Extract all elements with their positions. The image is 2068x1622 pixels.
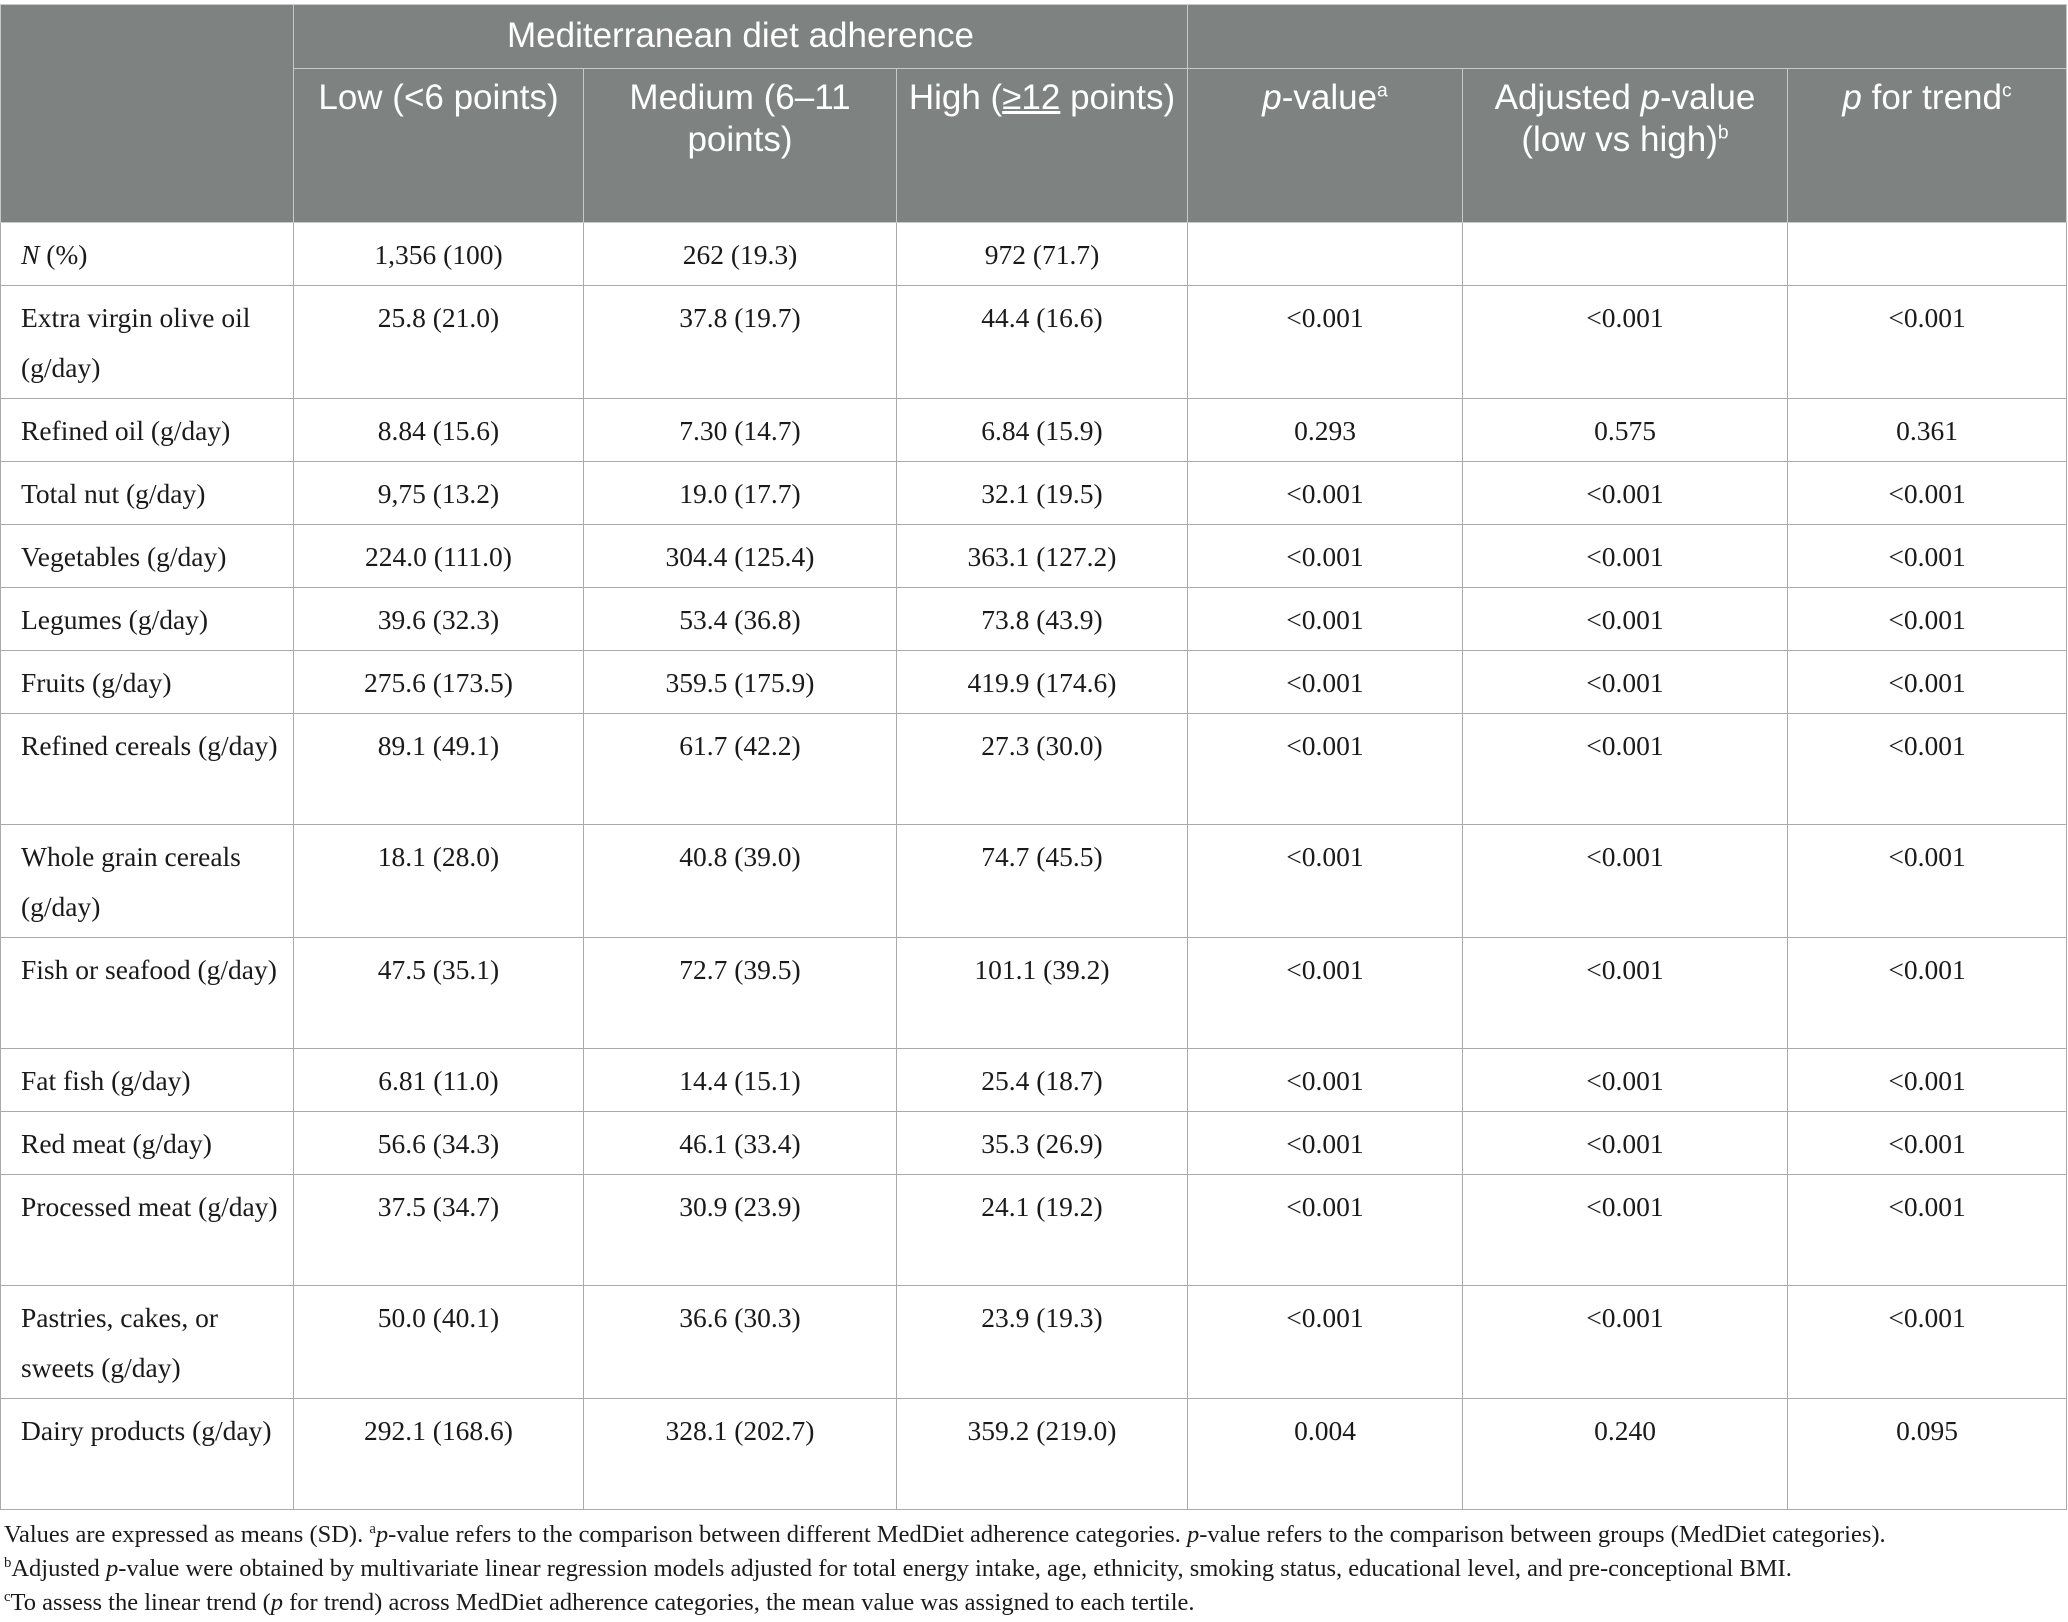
cell-medium: 53.4 (36.8) (584, 588, 897, 651)
row-label: Legumes (g/day) (1, 588, 294, 651)
cell-p-value (1188, 223, 1463, 286)
cell-p-value: <0.001 (1188, 1112, 1463, 1175)
cell-p-value: <0.001 (1188, 286, 1463, 399)
row-label: Total nut (g/day) (1, 462, 294, 525)
cell-low: 37.5 (34.7) (294, 1175, 584, 1286)
cell-p-for-trend: 0.095 (1788, 1399, 2067, 1510)
cell-medium: 359.5 (175.9) (584, 651, 897, 714)
cell-low: 275.6 (173.5) (294, 651, 584, 714)
header-p-for-trend: p for trend$^c$ (1788, 69, 2067, 223)
row-label: Fat fish (g/day) (1, 1049, 294, 1112)
cell-medium: 19.0 (17.7) (584, 462, 897, 525)
row-label: Refined cereals (g/day) (1, 714, 294, 825)
cell-high: 32.1 (19.5) (897, 462, 1188, 525)
cell-high: 972 (71.7) (897, 223, 1188, 286)
footnote-c: $^c$To assess the linear trend (p for trend) across MedDiet adherence categories, the mean value was assigned to each tertile. (4, 1588, 1195, 1616)
cell-medium: 61.7 (42.2) (584, 714, 897, 825)
cell-adjusted-p-value: <0.001 (1463, 1049, 1788, 1112)
cell-low: 89.1 (49.1) (294, 714, 584, 825)
header-empty-corner (1, 5, 294, 223)
table-row (1, 462, 2067, 525)
table-row (1, 525, 2067, 588)
footnote-b: $^b$Adjusted p-value were obtained by multivariate linear regression models adjusted for total energy intake, age, ethnicity, smoking status, educational level, and pre-conceptional BMI. (4, 1554, 1792, 1582)
table-row (1, 286, 2067, 399)
row-label: Vegetables (g/day) (1, 525, 294, 588)
cell-low: 39.6 (32.3) (294, 588, 584, 651)
cell-adjusted-p-value: 0.575 (1463, 399, 1788, 462)
row-label: Extra virgin olive oil (g/day) (1, 286, 294, 399)
table-row (1, 714, 2067, 825)
table-row (1, 1175, 2067, 1286)
row-label: Dairy products (g/day) (1, 1399, 294, 1510)
table-row (1, 399, 2067, 462)
cell-high: 74.7 (45.5) (897, 825, 1188, 938)
table-body (1, 223, 2067, 1510)
cell-high: 363.1 (127.2) (897, 525, 1188, 588)
cell-p-value: <0.001 (1188, 462, 1463, 525)
cell-adjusted-p-value: <0.001 (1463, 462, 1788, 525)
cell-adjusted-p-value: <0.001 (1463, 1286, 1788, 1399)
cell-adjusted-p-value: <0.001 (1463, 525, 1788, 588)
cell-medium: 30.9 (23.9) (584, 1175, 897, 1286)
cell-low: 292.1 (168.6) (294, 1399, 584, 1510)
row-label: Fruits (g/day) (1, 651, 294, 714)
row-label: Refined oil (g/day) (1, 399, 294, 462)
cell-adjusted-p-value: <0.001 (1463, 825, 1788, 938)
cell-adjusted-p-value (1463, 223, 1788, 286)
cell-p-for-trend: <0.001 (1788, 825, 2067, 938)
cell-medium: 328.1 (202.7) (584, 1399, 897, 1510)
cell-high: 23.9 (19.3) (897, 1286, 1188, 1399)
cell-medium: 14.4 (15.1) (584, 1049, 897, 1112)
header-high: High (≥12 points) (897, 69, 1188, 223)
cell-medium: 37.8 (19.7) (584, 286, 897, 399)
table-footnotes (0, 1510, 2068, 1620)
cell-p-for-trend (1788, 223, 2067, 286)
cell-high: 44.4 (16.6) (897, 286, 1188, 399)
row-label: N (%) (1, 223, 294, 286)
table-row (1, 1399, 2067, 1510)
header-group-title: Mediterranean diet adherence (294, 5, 1188, 69)
cell-high: 359.2 (219.0) (897, 1399, 1188, 1510)
header-empty-right (1188, 5, 2067, 69)
cell-p-for-trend: 0.361 (1788, 399, 2067, 462)
cell-medium: 72.7 (39.5) (584, 938, 897, 1049)
cell-p-value: <0.001 (1188, 1286, 1463, 1399)
header-low: Low (<6 points) (294, 69, 584, 223)
cell-p-value: <0.001 (1188, 1175, 1463, 1286)
cell-p-for-trend: <0.001 (1788, 525, 2067, 588)
cell-adjusted-p-value: <0.001 (1463, 1175, 1788, 1286)
cell-adjusted-p-value: <0.001 (1463, 588, 1788, 651)
cell-p-for-trend: <0.001 (1788, 714, 2067, 825)
cell-high: 35.3 (26.9) (897, 1112, 1188, 1175)
cell-p-value: <0.001 (1188, 525, 1463, 588)
cell-p-value: <0.001 (1188, 588, 1463, 651)
cell-p-value: <0.001 (1188, 1049, 1463, 1112)
cell-medium: 262 (19.3) (584, 223, 897, 286)
cell-low: 9,75 (13.2) (294, 462, 584, 525)
table-row (1, 938, 2067, 1049)
table-row-n (1, 223, 2067, 286)
table-container (0, 4, 2068, 1620)
table-row (1, 651, 2067, 714)
cell-adjusted-p-value: <0.001 (1463, 1112, 1788, 1175)
table-row (1, 1049, 2067, 1112)
cell-adjusted-p-value: <0.001 (1463, 938, 1788, 1049)
cell-low: 50.0 (40.1) (294, 1286, 584, 1399)
cell-high: 6.84 (15.9) (897, 399, 1188, 462)
table-row (1, 825, 2067, 938)
cell-p-value: <0.001 (1188, 651, 1463, 714)
row-label: Fish or seafood (g/day) (1, 938, 294, 1049)
cell-high: 24.1 (19.2) (897, 1175, 1188, 1286)
cell-high: 419.9 (174.6) (897, 651, 1188, 714)
cell-high: 25.4 (18.7) (897, 1049, 1188, 1112)
cell-medium: 46.1 (33.4) (584, 1112, 897, 1175)
cell-p-value: <0.001 (1188, 714, 1463, 825)
cell-low: 224.0 (111.0) (294, 525, 584, 588)
cell-p-value: <0.001 (1188, 825, 1463, 938)
cell-p-value: 0.004 (1188, 1399, 1463, 1510)
cell-medium: 36.6 (30.3) (584, 1286, 897, 1399)
cell-adjusted-p-value: <0.001 (1463, 714, 1788, 825)
footnote-general: Values are expressed as means (SD). $^a$p-value refers to the comparison between different MedDiet adherence categories. p-value refers to the comparison between groups (MedDiet categories). (4, 1520, 1886, 1548)
cell-low: 47.5 (35.1) (294, 938, 584, 1049)
cell-p-for-trend: <0.001 (1788, 651, 2067, 714)
row-label: Red meat (g/day) (1, 1112, 294, 1175)
cell-p-value: <0.001 (1188, 938, 1463, 1049)
row-label: Pastries, cakes, or sweets (g/day) (1, 1286, 294, 1399)
header-p-value: p-value$^a$ (1188, 69, 1463, 223)
cell-low: 56.6 (34.3) (294, 1112, 584, 1175)
cell-medium: 40.8 (39.0) (584, 825, 897, 938)
table-header (1, 5, 2067, 223)
cell-medium: 304.4 (125.4) (584, 525, 897, 588)
cell-low: 8.84 (15.6) (294, 399, 584, 462)
cell-p-for-trend: <0.001 (1788, 1286, 2067, 1399)
cell-p-for-trend: <0.001 (1788, 1112, 2067, 1175)
cell-adjusted-p-value: <0.001 (1463, 651, 1788, 714)
cell-p-value: 0.293 (1188, 399, 1463, 462)
header-medium: Medium (6–11 points) (584, 69, 897, 223)
diet-adherence-table (0, 4, 2067, 1510)
cell-low: 6.81 (11.0) (294, 1049, 584, 1112)
row-label: Whole grain cereals (g/day) (1, 825, 294, 938)
cell-p-for-trend: <0.001 (1788, 1049, 2067, 1112)
cell-adjusted-p-value: 0.240 (1463, 1399, 1788, 1510)
cell-low: 25.8 (21.0) (294, 286, 584, 399)
cell-p-for-trend: <0.001 (1788, 462, 2067, 525)
table-row (1, 588, 2067, 651)
row-label: Processed meat (g/day) (1, 1175, 294, 1286)
cell-p-for-trend: <0.001 (1788, 286, 2067, 399)
cell-high: 101.1 (39.2) (897, 938, 1188, 1049)
cell-medium: 7.30 (14.7) (584, 399, 897, 462)
cell-high: 73.8 (43.9) (897, 588, 1188, 651)
cell-low: 18.1 (28.0) (294, 825, 584, 938)
cell-p-for-trend: <0.001 (1788, 1175, 2067, 1286)
header-adjusted-p-value: Adjusted p-value (low vs high)$^b$ (1463, 69, 1788, 223)
cell-high: 27.3 (30.0) (897, 714, 1188, 825)
cell-adjusted-p-value: <0.001 (1463, 286, 1788, 399)
cell-p-for-trend: <0.001 (1788, 938, 2067, 1049)
table-row (1, 1112, 2067, 1175)
cell-p-for-trend: <0.001 (1788, 588, 2067, 651)
table-row (1, 1286, 2067, 1399)
cell-low: 1,356 (100) (294, 223, 584, 286)
